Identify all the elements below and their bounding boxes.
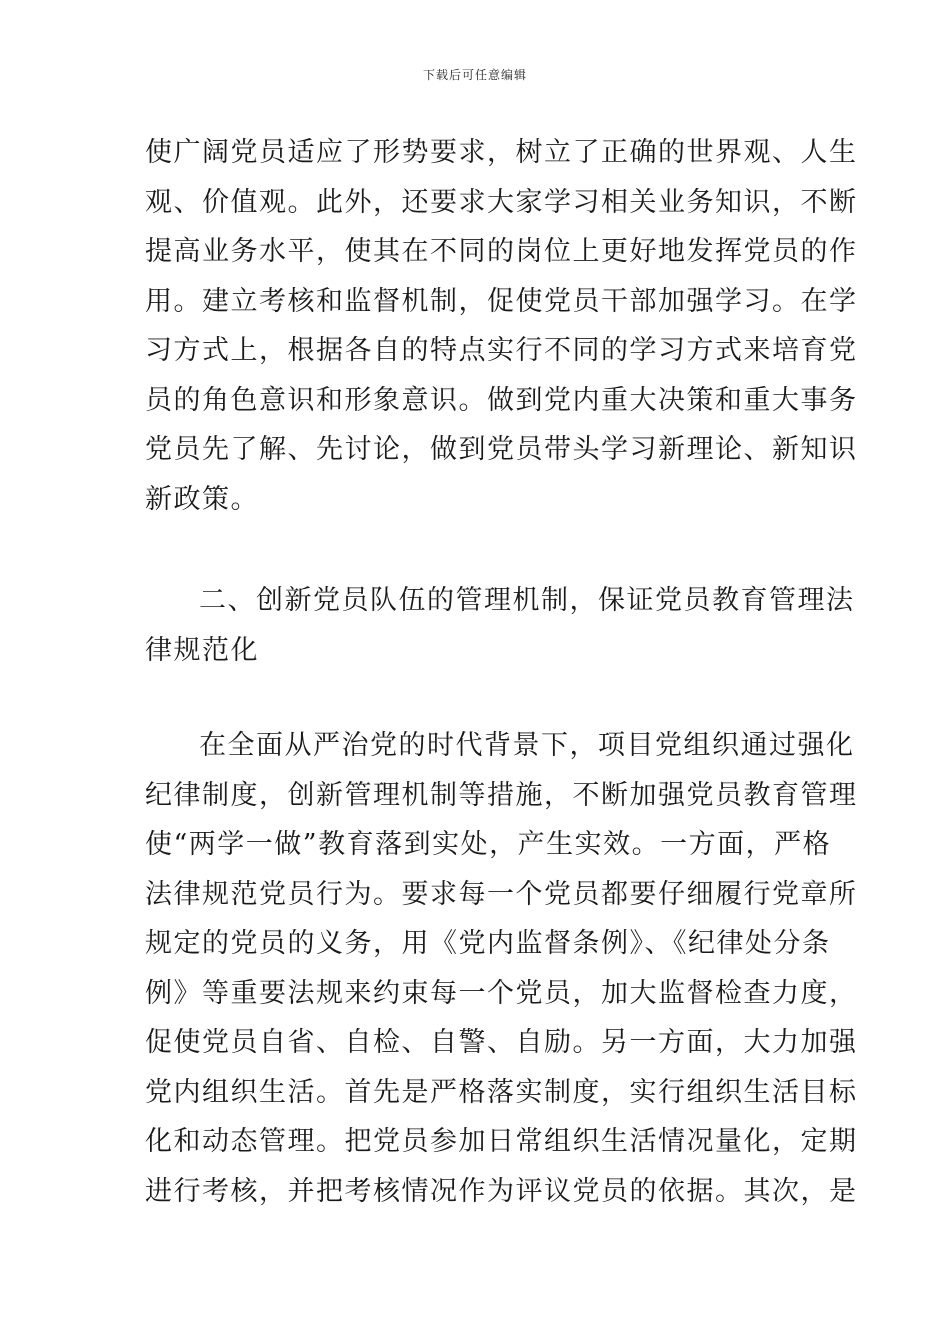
section-heading: [145, 576, 855, 675]
heading-line: 二、创新党员队伍的管理机制，保证党员教育管理法: [199, 585, 855, 616]
paragraph-line: 党员先了解、先讨论，做到党员带头学习新理论、新知识: [145, 434, 858, 465]
paragraph-line: 观、价值观。此外，还要求大家学习相关业务知识，不断: [145, 186, 858, 218]
paragraph-line: 规定的党员的义务，用《党内监督条例》、《纪律处分条: [145, 928, 831, 959]
paragraph-line: 纪律制度，创新管理机制等措施，不断加强党员教育管理: [145, 779, 858, 811]
paragraph-line: 法律规范党员行为。要求每一个党员都要仔细履行党章所: [145, 878, 858, 910]
paragraph-1: [145, 128, 858, 524]
paragraph-line: 员的角色意识和形象意识。做到党内重大决策和重大事务: [145, 384, 858, 416]
paragraph-3: [145, 721, 858, 1216]
paragraph-line: 化和动态管理。把党员参加日常组织生活情况量化，定期: [145, 1126, 858, 1157]
paragraph-line: 在全面从严治党的时代背景下，项目党组织通过强化: [199, 730, 855, 761]
paragraph-line: 促使党员自省、自检、自警、自励。另一方面，大力加强: [145, 1027, 858, 1058]
heading-line: 律规范化: [145, 634, 259, 666]
paragraph-line: 新政策。: [145, 483, 259, 515]
paragraph-line: 例》等重要法规来约束每一个党员，加大监督检查力度，: [145, 977, 858, 1009]
paragraph-line: 习方式上，根据各自的特点实行不同的学习方式来培育党: [145, 335, 858, 366]
paragraph-line: 提高业务水平，使其在不同的岗位上更好地发挥党员的作: [145, 236, 858, 267]
paragraph-line: 使“两学一做”教育落到实处，产生实效。一方面，严格: [145, 829, 832, 860]
paragraph-line: 使广阔党员适应了形势要求，树立了正确的世界观、人生: [145, 137, 858, 168]
paragraph-line: 进行考核，并把考核情况作为评议党员的依据。其次，是: [145, 1175, 858, 1207]
header-note: 下载后可任意编辑: [422, 68, 527, 82]
paragraph-line: 党内组织生活。首先是严格落实制度，实行组织生活目标: [145, 1076, 858, 1108]
paragraph-line: 用。建立考核和监督机制，促使党员干部加强学习。在学: [145, 285, 858, 317]
